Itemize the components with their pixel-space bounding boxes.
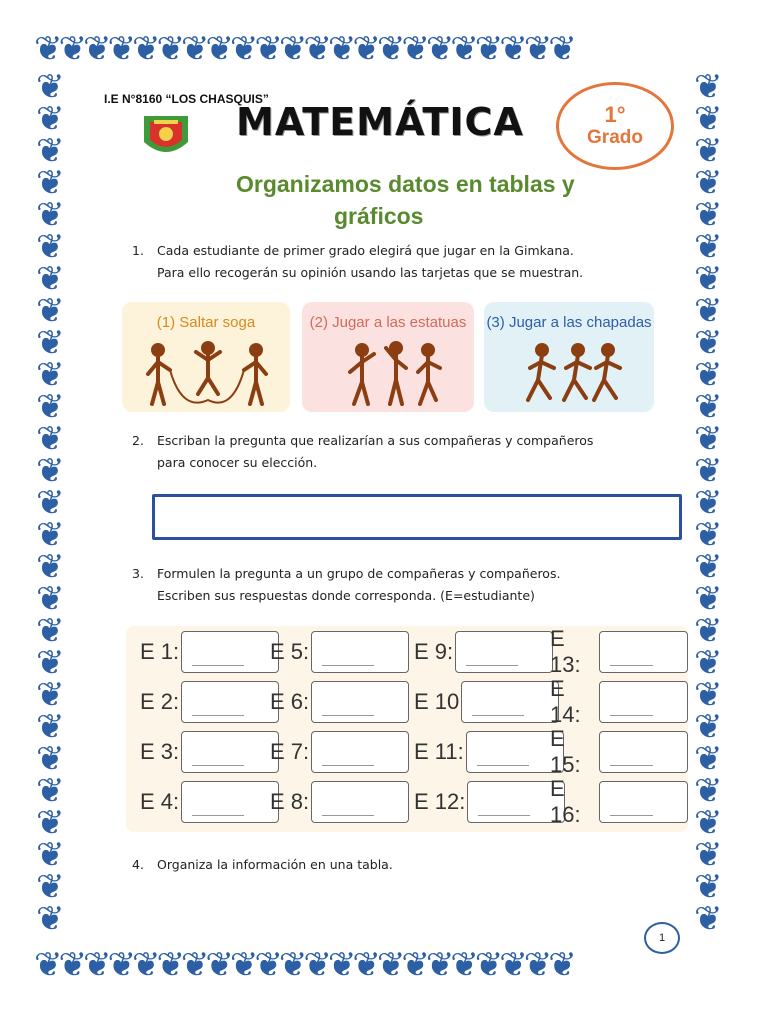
student-response-cell [550, 676, 688, 727]
student-label: E 1: [140, 639, 180, 664]
question-text-line-2: Escriben sus respuestas donde corresponda. (E=estudiante) [157, 588, 535, 603]
card-saltar-soga [122, 302, 290, 412]
grade-number: 1° [604, 102, 626, 127]
student-label: E 14: [550, 676, 581, 727]
student-answer-box[interactable] [181, 731, 279, 773]
student-label: E 15: [550, 726, 581, 777]
grade-badge [556, 82, 674, 170]
question-text-line-2: Para ello recogerán su opinión usando las tarjetas que se muestran. [157, 265, 584, 280]
card-estatuas [302, 302, 474, 412]
jump-rope-illustration [122, 338, 290, 412]
student-response-cell [140, 782, 279, 822]
student-response-cell [414, 632, 553, 672]
school-name: I.E N°8160 “LOS CHASQUIS” [104, 92, 269, 106]
question-3 [132, 563, 560, 607]
question-2 [132, 430, 593, 474]
student-answer-box[interactable] [311, 681, 409, 723]
student-response-cell [140, 732, 279, 772]
student-response-cell [140, 632, 279, 672]
student-response-cell [414, 732, 564, 772]
question-number: 1. [132, 243, 144, 258]
student-label: E 7: [270, 739, 310, 764]
student-answer-box[interactable] [599, 631, 688, 673]
border-top-leaves: ❦❦❦❦❦❦❦❦❦❦❦❦❦❦❦❦❦❦❦❦❦❦ [34, 32, 573, 69]
student-response-cell [550, 626, 688, 677]
student-response-cell [270, 682, 409, 722]
student-response-cell [414, 682, 559, 722]
question-number: 4. [132, 857, 144, 872]
question-text-line-1: Escriban la pregunta que realizarían a sus compañeras y compañeros [157, 433, 594, 448]
student-answer-box[interactable] [455, 631, 553, 673]
card-chapadas [484, 302, 654, 412]
question-number: 2. [132, 433, 144, 448]
student-response-cell [270, 732, 409, 772]
student-label: E 9: [414, 639, 454, 664]
student-label: E 6: [270, 689, 310, 714]
question-4 [132, 854, 393, 876]
student-answer-box[interactable] [311, 631, 409, 673]
student-answer-box[interactable] [599, 731, 688, 773]
student-label: E 4: [140, 789, 180, 814]
student-answer-box[interactable] [181, 681, 279, 723]
student-answer-box[interactable] [599, 681, 688, 723]
student-label: E 11: [414, 739, 464, 764]
card-label: (1) Saltar soga [156, 314, 256, 331]
card-label: (2) Jugar a las estatuas [309, 314, 467, 331]
subtitle-line-2: gráficos [334, 203, 424, 229]
student-answer-box[interactable] [461, 681, 559, 723]
subtitle-line-1: Organizamos datos en tablas y [236, 171, 575, 197]
grade-word: Grado [587, 127, 643, 148]
student-label: E 16: [550, 776, 581, 827]
question-text-line-1: Organiza la información en una tabla. [157, 857, 393, 872]
statues-illustration [302, 338, 474, 412]
border-bottom-leaves: ❦❦❦❦❦❦❦❦❦❦❦❦❦❦❦❦❦❦❦❦❦❦ [34, 948, 573, 985]
page-number: 1 [644, 922, 680, 954]
student-label: E 3: [140, 739, 180, 764]
student-label: E 10 [414, 689, 460, 714]
student-label: E 8: [270, 789, 310, 814]
question-text-line-1: Formulen la pregunta a un grupo de compañeras y compañeros. [157, 566, 561, 581]
student-answer-box[interactable] [181, 781, 279, 823]
student-response-cell [550, 726, 688, 777]
student-label: E 5: [270, 639, 310, 664]
question-text-line-2: para conocer su elección. [157, 455, 318, 470]
student-response-cell [550, 776, 688, 827]
page-subtitle [236, 168, 666, 232]
question-answer-box[interactable] [152, 494, 682, 540]
border-left-leaves: ❦ ❦ ❦ ❦ ❦ ❦ ❦ ❦ ❦ ❦ ❦ ❦ ❦ ❦ ❦ ❦ ❦ ❦ ❦ ❦ ❦ ❦ ❦ ❦ ❦ ❦ ❦ [36, 70, 65, 939]
question-text-line-1: Cada estudiante de primer grado elegirá que jugar en la Gimkana. [157, 243, 574, 258]
border-right-leaves: ❦ ❦ ❦ ❦ ❦ ❦ ❦ ❦ ❦ ❦ ❦ ❦ ❦ ❦ ❦ ❦ ❦ ❦ ❦ ❦ ❦ ❦ ❦ ❦ ❦ ❦ ❦ [694, 70, 723, 939]
student-label: E 13: [550, 626, 581, 677]
student-answer-box[interactable] [311, 731, 409, 773]
student-response-cell [140, 682, 279, 722]
page-title: MATEMÁTICA [236, 100, 524, 144]
student-answer-box[interactable] [181, 631, 279, 673]
question-number: 3. [132, 566, 144, 581]
student-label: E 2: [140, 689, 180, 714]
student-label: E 12: [414, 789, 466, 814]
student-answer-box[interactable] [599, 781, 688, 823]
student-responses-panel [126, 626, 688, 832]
school-logo [138, 112, 194, 162]
student-response-cell [414, 782, 565, 822]
student-answer-box[interactable] [311, 781, 409, 823]
card-label: (3) Jugar a las chapadas [486, 314, 652, 331]
student-response-cell [270, 632, 409, 672]
student-response-cell [270, 782, 409, 822]
tag-game-illustration [484, 338, 654, 412]
question-1 [132, 240, 583, 284]
